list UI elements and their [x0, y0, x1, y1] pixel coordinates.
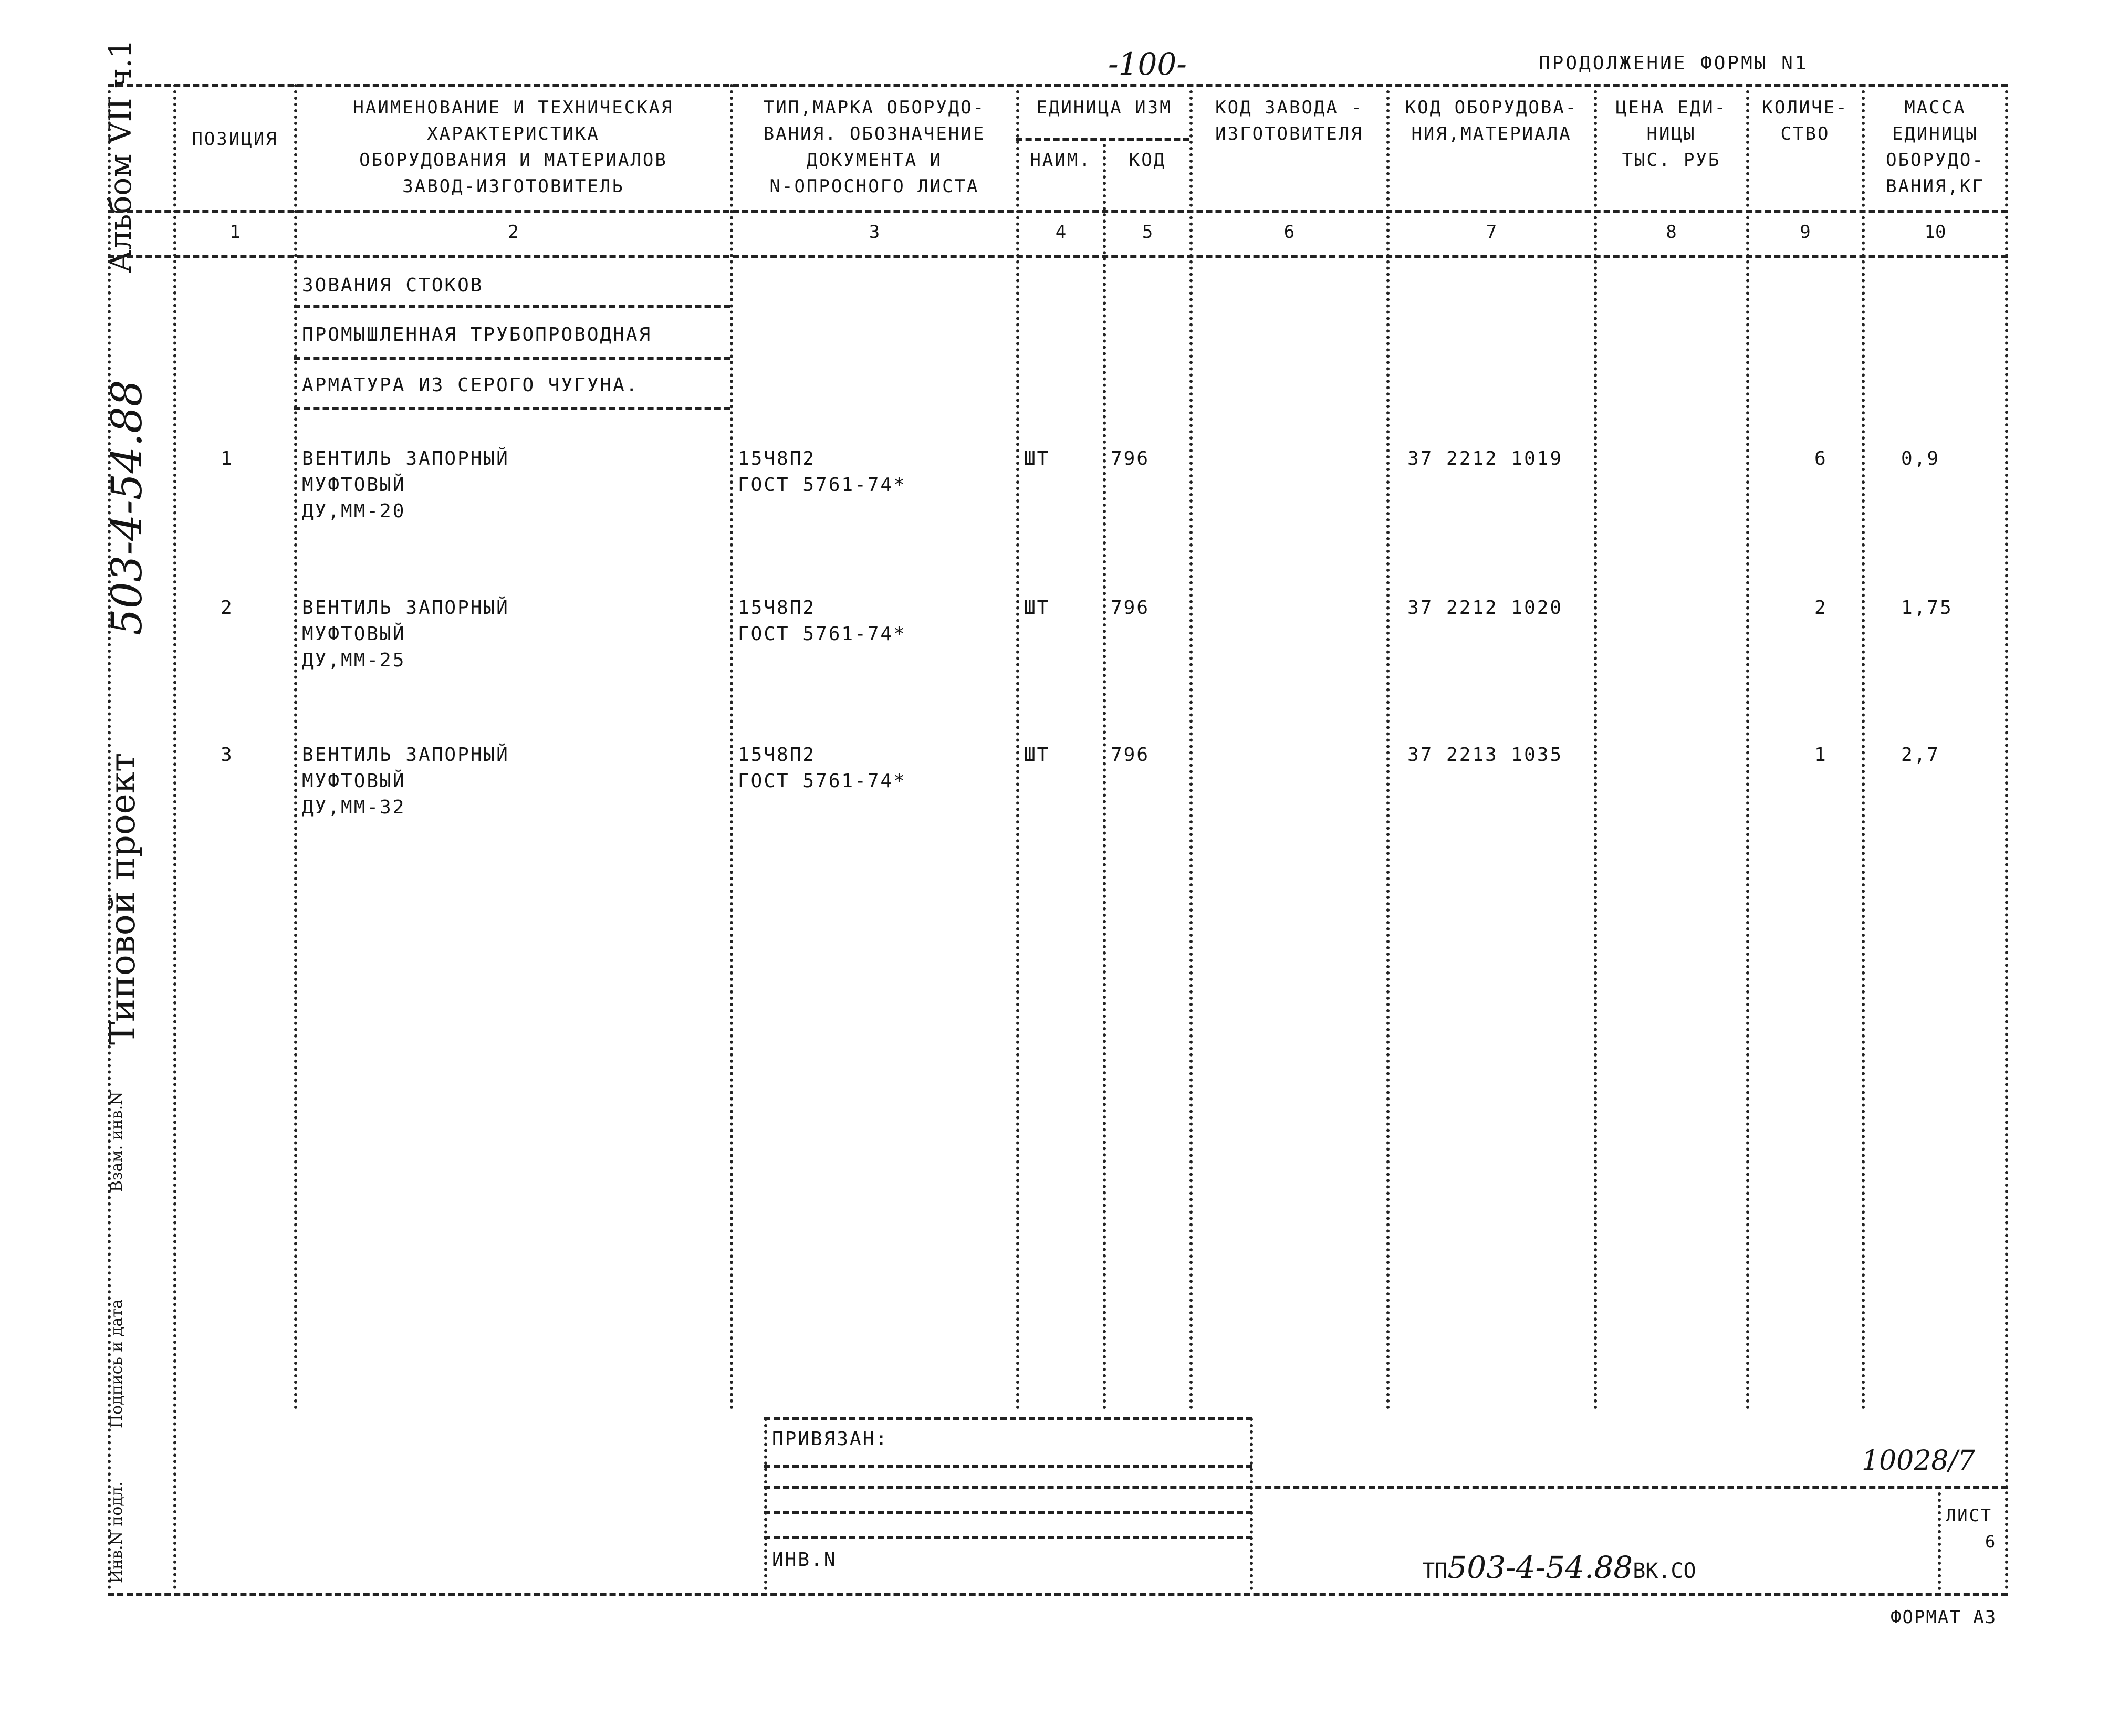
row-equipment-code: 37 2213 1035: [1407, 744, 1563, 766]
col-sep-1-2: [294, 84, 297, 1410]
header-quantity: КОЛИЧЕ- СТВО: [1762, 97, 1849, 144]
continuation-label: ПРОДОЛЖЕНИЕ ФОРМЫ N1: [1539, 53, 1809, 74]
header-unit-name: НАИМ.: [1030, 150, 1092, 171]
row-position: 2: [221, 597, 234, 619]
col-sep-7-8: [1594, 84, 1597, 1410]
row-mass: 0,9: [1901, 448, 1940, 469]
stamp-document-code: [1397, 1525, 1696, 1585]
stamp-sheet-number: 6: [1985, 1532, 1997, 1552]
header-equipment-code: КОД ОБОРУДОВА- НИЯ,МАТЕРИАЛА: [1405, 97, 1578, 144]
row-quantity: 6: [1814, 448, 1828, 469]
stamp-archive-number: 10028/7: [1862, 1445, 1976, 1477]
row-unit-code: 796: [1111, 448, 1150, 469]
stamp-rule: [764, 1536, 1252, 1539]
row-name-line: МУФТОВЫЙ: [302, 770, 406, 792]
col-sep-5-6: [1189, 84, 1193, 1410]
col-sep-8-9: [1746, 84, 1749, 1410]
stamp-doc-suffix: ВК.СО: [1633, 1559, 1696, 1583]
header-type: ТИП,МАРКА ОБОРУДО- ВАНИЯ. ОБОЗНАЧЕНИЕ ДОКУМЕНТА И N-ОПРОСНОГО ЛИСТА: [763, 97, 986, 197]
specification-sheet: [108, 84, 2008, 1596]
section-line: ЗОВАНИЯ СТОКОВ: [302, 275, 484, 296]
row-position: 1: [221, 448, 234, 469]
stamp-rule: [764, 1486, 2008, 1489]
col-sep-4-5: [1103, 138, 1106, 1410]
stamp-doc-prefix: ТП: [1422, 1559, 1448, 1583]
row-type-line: 15Ч8П2: [738, 597, 816, 619]
format-label: ФОРМАТ А3: [1891, 1607, 1997, 1628]
row-type-line: ГОСТ 5761-74*: [738, 623, 906, 645]
section-line: АРМАТУРА ИЗ СЕРОГО ЧУГУНА.: [302, 374, 639, 396]
frame-strip-edge: [173, 84, 176, 1590]
row-type-line: 15Ч8П2: [738, 448, 816, 469]
col-number-3: 3: [869, 222, 880, 243]
stamp-inv: ИНВ.N: [772, 1549, 837, 1571]
row-name-line: ВЕНТИЛЬ ЗАПОРНЫЙ: [302, 448, 509, 469]
row-unit: ШТ: [1024, 597, 1050, 619]
page-number: -100-: [1108, 46, 1187, 82]
header-unit: ЕДИНИЦА ИЗМ: [1036, 97, 1172, 118]
header-plant-code: КОД ЗАВОДА - ИЗГОТОВИТЕЛЯ: [1215, 97, 1363, 144]
col-number-5: 5: [1142, 222, 1153, 243]
col-number-7: 7: [1486, 222, 1497, 243]
section-divider-2: [294, 357, 730, 360]
section-line: ПРОМЫШЛЕННАЯ ТРУБОПРОВОДНАЯ: [302, 324, 652, 346]
column-number-divider: [108, 255, 2008, 258]
row-type-line: ГОСТ 5761-74*: [738, 770, 906, 792]
col-sep-3-4: [1016, 84, 1019, 1410]
row-type-line: ГОСТ 5761-74*: [738, 474, 906, 496]
header-unit-price: ЦЕНА ЕДИ- НИЦЫ ТЫС. РУБ: [1615, 97, 1727, 171]
col-sep-9-10: [1862, 84, 1865, 1410]
row-unit-code: 796: [1111, 744, 1150, 766]
section-divider-1: [294, 305, 730, 308]
row-quantity: 2: [1814, 597, 1828, 619]
frame-left-edge: [108, 84, 111, 1590]
col-number-10: 10: [1924, 222, 1946, 243]
row-name-line: ДУ,ММ-25: [302, 650, 406, 671]
col-number-2: 2: [508, 222, 519, 243]
stamp-doc-number: 503-4-54.88: [1447, 1550, 1633, 1585]
row-name-line: ДУ,ММ-20: [302, 500, 406, 522]
stamp-sheet-label: ЛИСТ: [1946, 1505, 1993, 1525]
row-unit: ШТ: [1024, 744, 1050, 766]
side-label-inv-orig: Инв.N подл.: [108, 1481, 126, 1583]
row-name-line: ДУ,ММ-32: [302, 797, 406, 818]
header-unit-mass: МАССА ЕДИНИЦЫ ОБОРУДО- ВАНИЯ,КГ: [1886, 97, 1985, 197]
frame-right-edge: [2005, 84, 2008, 1590]
header-divider: [108, 210, 2008, 213]
row-name-line: МУФТОВЫЙ: [302, 474, 406, 496]
stamp-top-rule: [764, 1417, 1252, 1420]
row-name-line: ВЕНТИЛЬ ЗАПОРНЫЙ: [302, 744, 509, 766]
stamp-edge: [1250, 1418, 1253, 1590]
side-label-replace-inv: Взам. инв.N: [108, 1091, 126, 1192]
stamp-edge: [764, 1418, 767, 1590]
side-label-project-code: 503-4-54.88: [102, 380, 151, 635]
stamp-rule: [764, 1465, 1252, 1468]
section-divider-3: [294, 407, 730, 410]
row-equipment-code: 37 2212 1019: [1407, 448, 1563, 469]
row-quantity: 1: [1814, 744, 1828, 766]
row-mass: 2,7: [1901, 744, 1940, 766]
col-sep-2-3: [730, 84, 733, 1410]
row-unit: ШТ: [1024, 448, 1050, 469]
col-number-9: 9: [1800, 222, 1811, 243]
side-label-signature-date: Подпись и дата: [108, 1299, 126, 1428]
row-equipment-code: 37 2212 1020: [1407, 597, 1563, 619]
row-unit-code: 796: [1111, 597, 1150, 619]
col-number-4: 4: [1055, 222, 1067, 243]
row-position: 3: [221, 744, 234, 766]
col-number-1: 1: [229, 222, 241, 243]
header-name: НАИМЕНОВАНИЕ И ТЕХНИЧЕСКАЯ ХАРАКТЕРИСТИКА ОБОРУДОВАНИЯ И МАТЕРИАЛОВ ЗАВОД-ИЗГОТОВИТЕЛЬ: [353, 97, 674, 197]
header-position: ПОЗИЦИЯ: [192, 129, 278, 150]
side-label-album: Альбом VII ч.1: [102, 39, 138, 273]
col-number-8: 8: [1666, 222, 1677, 243]
col-number-6: 6: [1283, 222, 1295, 243]
row-type-line: 15Ч8П2: [738, 744, 816, 766]
stamp-rule: [764, 1511, 1252, 1514]
row-name-line: ВЕНТИЛЬ ЗАПОРНЫЙ: [302, 597, 509, 619]
stamp-sheet-edge: [1938, 1486, 1941, 1590]
row-name-line: МУФТОВЫЙ: [302, 623, 406, 645]
stamp-privyazan: ПРИВЯЗАН:: [772, 1428, 889, 1450]
row-mass: 1,75: [1901, 597, 1953, 619]
side-label-typical-project: Типовой проект: [102, 752, 143, 1045]
header-unit-code: КОД: [1129, 150, 1166, 171]
col-sep-6-7: [1386, 84, 1390, 1410]
